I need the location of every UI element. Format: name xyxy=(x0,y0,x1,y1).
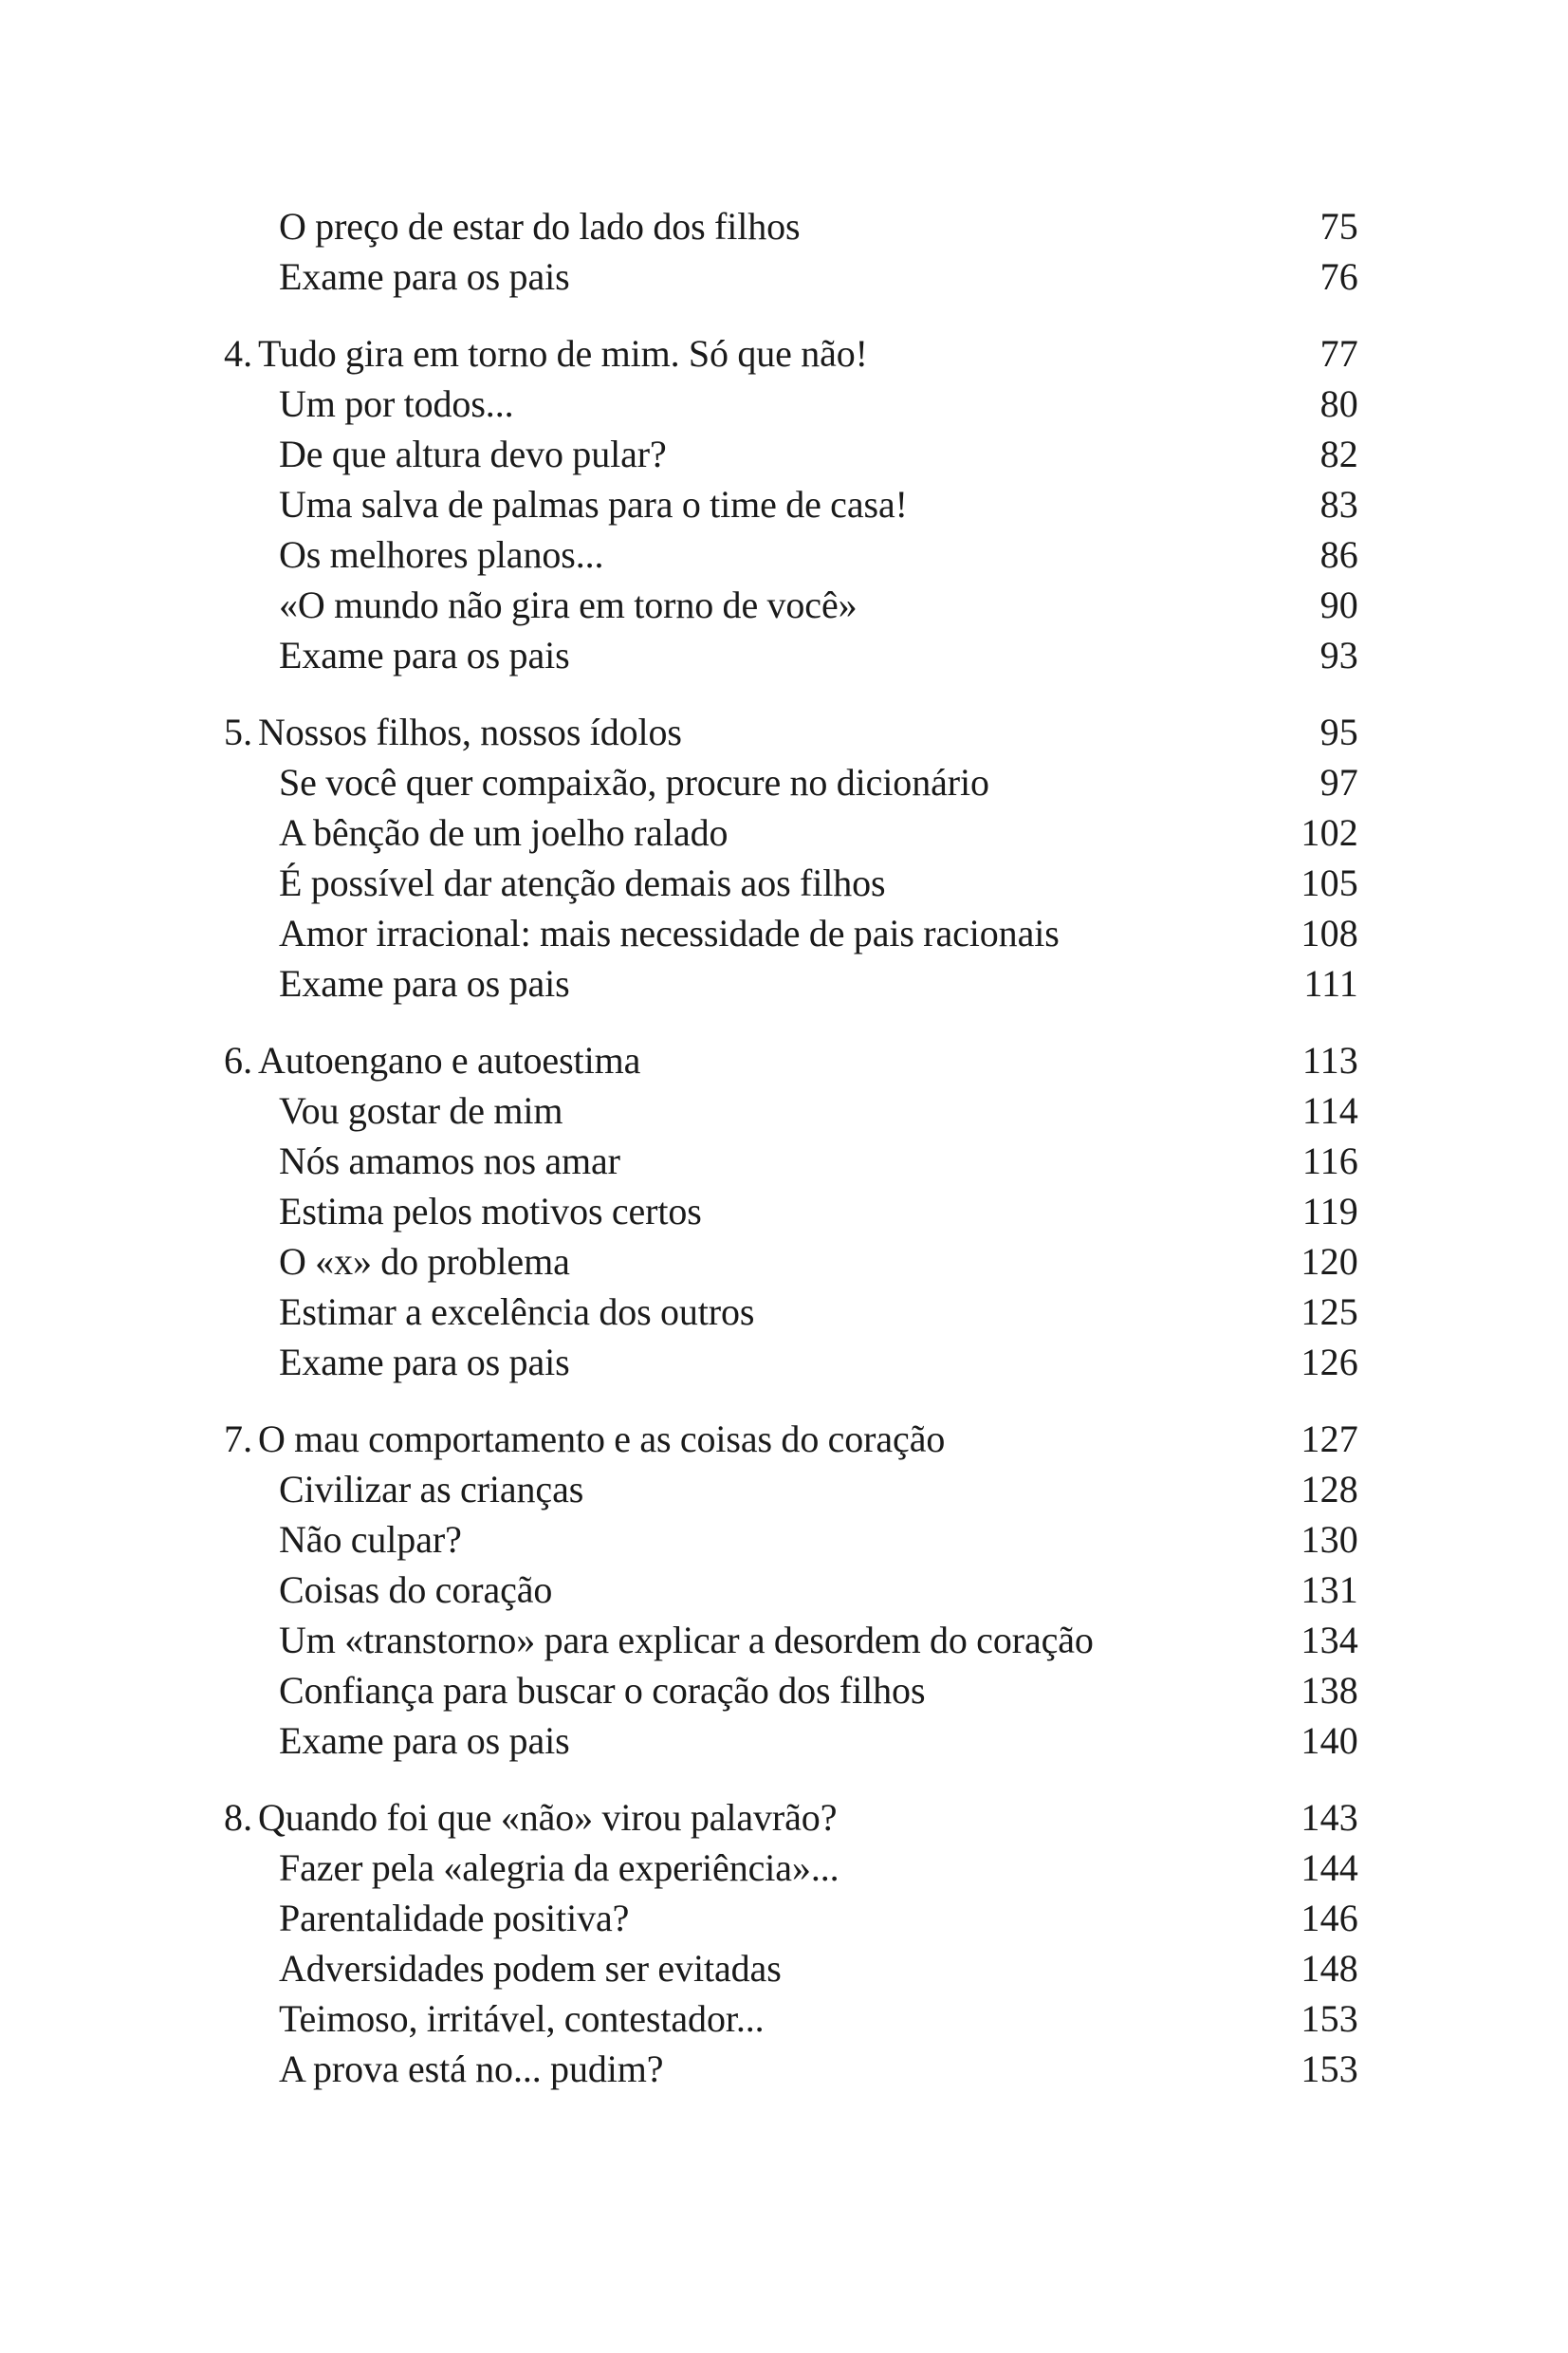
toc-entry-title: Nossos filhos, nossos ídolos xyxy=(258,711,682,753)
toc-subentry-row[interactable] xyxy=(224,379,1358,429)
toc-entry-page-number: 108 xyxy=(1301,912,1358,954)
toc-subentry-row[interactable] xyxy=(224,807,1358,858)
toc-entry-page-number: 76 xyxy=(1319,255,1358,298)
toc-subentry-row[interactable] xyxy=(224,529,1358,580)
toc-entry-page-number: 83 xyxy=(1319,483,1358,526)
toc-entry-page-number: 148 xyxy=(1301,1947,1358,1990)
toc-subentry-row[interactable] xyxy=(224,958,1358,1009)
toc-group xyxy=(224,201,1358,302)
toc-entry-page-number: 146 xyxy=(1301,1897,1358,1939)
toc-entry-title: Parentalidade positiva? xyxy=(279,1897,630,1939)
toc-entry-title: Um por todos... xyxy=(279,382,514,425)
toc-subentry-row[interactable] xyxy=(224,1337,1358,1387)
toc-subentry-row[interactable] xyxy=(224,1565,1358,1615)
toc-chapter-number: 6. xyxy=(224,1039,253,1082)
toc-subentry-row[interactable] xyxy=(224,1715,1358,1766)
toc-entry-page-number: 93 xyxy=(1319,634,1358,676)
toc-chapter-number: 7. xyxy=(224,1417,253,1460)
toc-entry-title: Adversidades podem ser evitadas xyxy=(279,1947,782,1990)
toc-subentry-row[interactable] xyxy=(224,630,1358,680)
toc-entry-page-number: 127 xyxy=(1301,1417,1358,1460)
toc-entry-title: Confiança para buscar o coração dos filhos xyxy=(279,1669,926,1712)
toc-entry-title: Os melhores planos... xyxy=(279,533,604,576)
toc-entry-title: Vou gostar de mim xyxy=(279,1089,563,1132)
toc-entry-page-number: 75 xyxy=(1319,205,1358,248)
toc-entry-page-number: 125 xyxy=(1301,1290,1358,1333)
toc-group xyxy=(224,1792,1358,2094)
toc-subentry-row[interactable] xyxy=(224,1943,1358,1993)
toc-subentry-row[interactable] xyxy=(224,580,1358,630)
toc-chapter-row[interactable] xyxy=(224,1035,1358,1085)
toc-entry-title: Exame para os pais xyxy=(279,255,570,298)
toc-entry-title: Autoengano e autoestima xyxy=(258,1039,641,1082)
toc-entry-page-number: 95 xyxy=(1319,711,1358,753)
toc-entry-title: Exame para os pais xyxy=(279,1341,570,1383)
toc-subentry-row[interactable] xyxy=(224,1514,1358,1565)
toc-entry-page-number: 128 xyxy=(1301,1468,1358,1510)
toc-entry-title: O preço de estar do lado dos filhos xyxy=(279,205,801,248)
toc-group xyxy=(224,707,1358,1009)
toc-subentry-row[interactable] xyxy=(224,1186,1358,1236)
toc-entry-title: Quando foi que «não» virou palavrão? xyxy=(258,1796,838,1839)
toc-entry-title: Teimoso, irritável, contestador... xyxy=(279,1997,765,2040)
toc-entry-title: Se você quer compaixão, procure no dicionário xyxy=(279,761,989,804)
toc-entry-page-number: 90 xyxy=(1319,584,1358,626)
toc-entry-page-number: 134 xyxy=(1301,1619,1358,1661)
toc-subentry-row[interactable] xyxy=(224,1893,1358,1943)
toc-entry-title: Estima pelos motivos certos xyxy=(279,1190,702,1232)
toc-entry-title: Não culpar? xyxy=(279,1518,462,1561)
toc-entry-page-number: 138 xyxy=(1301,1669,1358,1712)
toc-entry-page-number: 144 xyxy=(1301,1846,1358,1889)
toc-subentry-row[interactable] xyxy=(224,1843,1358,1893)
toc-entry-title: Um «transtorno» para explicar a desordem do coração xyxy=(279,1619,1094,1661)
toc-entry-title: Exame para os pais xyxy=(279,1719,570,1762)
toc-entry-title: Nós amamos nos amar xyxy=(279,1139,620,1182)
toc-subentry-row[interactable] xyxy=(224,908,1358,958)
toc-subentry-row[interactable] xyxy=(224,757,1358,807)
toc-subentry-row[interactable] xyxy=(224,2044,1358,2094)
toc-entry-title: A prova está no... pudim? xyxy=(279,2047,664,2090)
toc-entry-title: É possível dar atenção demais aos filhos xyxy=(279,862,886,904)
toc-entry-page-number: 131 xyxy=(1301,1568,1358,1611)
toc-entry-page-number: 140 xyxy=(1301,1719,1358,1762)
toc-subentry-row[interactable] xyxy=(224,1236,1358,1287)
toc-entry-page-number: 111 xyxy=(1303,962,1358,1005)
toc-subentry-row[interactable] xyxy=(224,251,1358,302)
toc-subentry-row[interactable] xyxy=(224,479,1358,529)
toc-entry-title: Coisas do coração xyxy=(279,1568,553,1611)
table-of-contents xyxy=(224,201,1358,2094)
toc-chapter-row[interactable] xyxy=(224,1792,1358,1843)
toc-entry-page-number: 77 xyxy=(1319,332,1358,375)
toc-entry-page-number: 86 xyxy=(1319,533,1358,576)
toc-entry-page-number: 80 xyxy=(1319,382,1358,425)
toc-chapter-row[interactable] xyxy=(224,1414,1358,1464)
toc-chapter-number: 5. xyxy=(224,711,253,753)
toc-group xyxy=(224,1414,1358,1766)
toc-entry-title: Amor irracional: mais necessidade de pais racionais xyxy=(279,912,1060,954)
toc-entry-page-number: 153 xyxy=(1301,1997,1358,2040)
toc-chapter-row[interactable] xyxy=(224,328,1358,379)
toc-entry-page-number: 97 xyxy=(1319,761,1358,804)
toc-entry-page-number: 105 xyxy=(1301,862,1358,904)
toc-entry-page-number: 153 xyxy=(1301,2047,1358,2090)
toc-entry-page-number: 114 xyxy=(1301,1089,1358,1132)
toc-subentry-row[interactable] xyxy=(224,1464,1358,1514)
toc-subentry-row[interactable] xyxy=(224,1136,1358,1186)
toc-entry-page-number: 119 xyxy=(1301,1190,1358,1232)
toc-entry-title: De que altura devo pular? xyxy=(279,433,667,475)
toc-entry-title: O mau comportamento e as coisas do coração xyxy=(258,1417,946,1460)
toc-entry-title: A bênção de um joelho ralado xyxy=(279,811,729,854)
toc-entry-page-number: 143 xyxy=(1301,1796,1358,1839)
toc-entry-page-number: 113 xyxy=(1301,1039,1358,1082)
toc-subentry-row[interactable] xyxy=(224,1665,1358,1715)
toc-entry-page-number: 126 xyxy=(1301,1341,1358,1383)
toc-chapter-row[interactable] xyxy=(224,707,1358,757)
toc-subentry-row[interactable] xyxy=(224,1085,1358,1136)
toc-entry-title: O «x» do problema xyxy=(279,1240,570,1283)
toc-entry-page-number: 82 xyxy=(1319,433,1358,475)
toc-chapter-number: 8. xyxy=(224,1796,253,1839)
toc-chapter-number: 4. xyxy=(224,332,253,375)
toc-entry-title: Exame para os pais xyxy=(279,962,570,1005)
toc-entry-title: «O mundo não gira em torno de você» xyxy=(279,584,858,626)
toc-subentry-row[interactable] xyxy=(224,1615,1358,1665)
toc-entry-title: Fazer pela «alegria da experiência»... xyxy=(279,1846,839,1889)
toc-entry-title: Tudo gira em torno de mim. Só que não! xyxy=(258,332,868,375)
toc-entry-page-number: 102 xyxy=(1301,811,1358,854)
toc-group xyxy=(224,1035,1358,1387)
toc-entry-title: Estimar a excelência dos outros xyxy=(279,1290,755,1333)
toc-entry-title: Exame para os pais xyxy=(279,634,570,676)
toc-entry-page-number: 116 xyxy=(1301,1139,1358,1182)
toc-group xyxy=(224,328,1358,680)
toc-subentry-row[interactable] xyxy=(224,858,1358,908)
toc-entry-page-number: 120 xyxy=(1301,1240,1358,1283)
toc-subentry-row[interactable] xyxy=(224,1993,1358,2044)
toc-subentry-row[interactable] xyxy=(224,429,1358,479)
toc-entry-title: Uma salva de palmas para o time de casa! xyxy=(279,483,908,526)
toc-entry-page-number: 130 xyxy=(1301,1518,1358,1561)
toc-subentry-row[interactable] xyxy=(224,1287,1358,1337)
toc-entry-title: Civilizar as crianças xyxy=(279,1468,584,1510)
toc-subentry-row[interactable] xyxy=(224,201,1358,251)
